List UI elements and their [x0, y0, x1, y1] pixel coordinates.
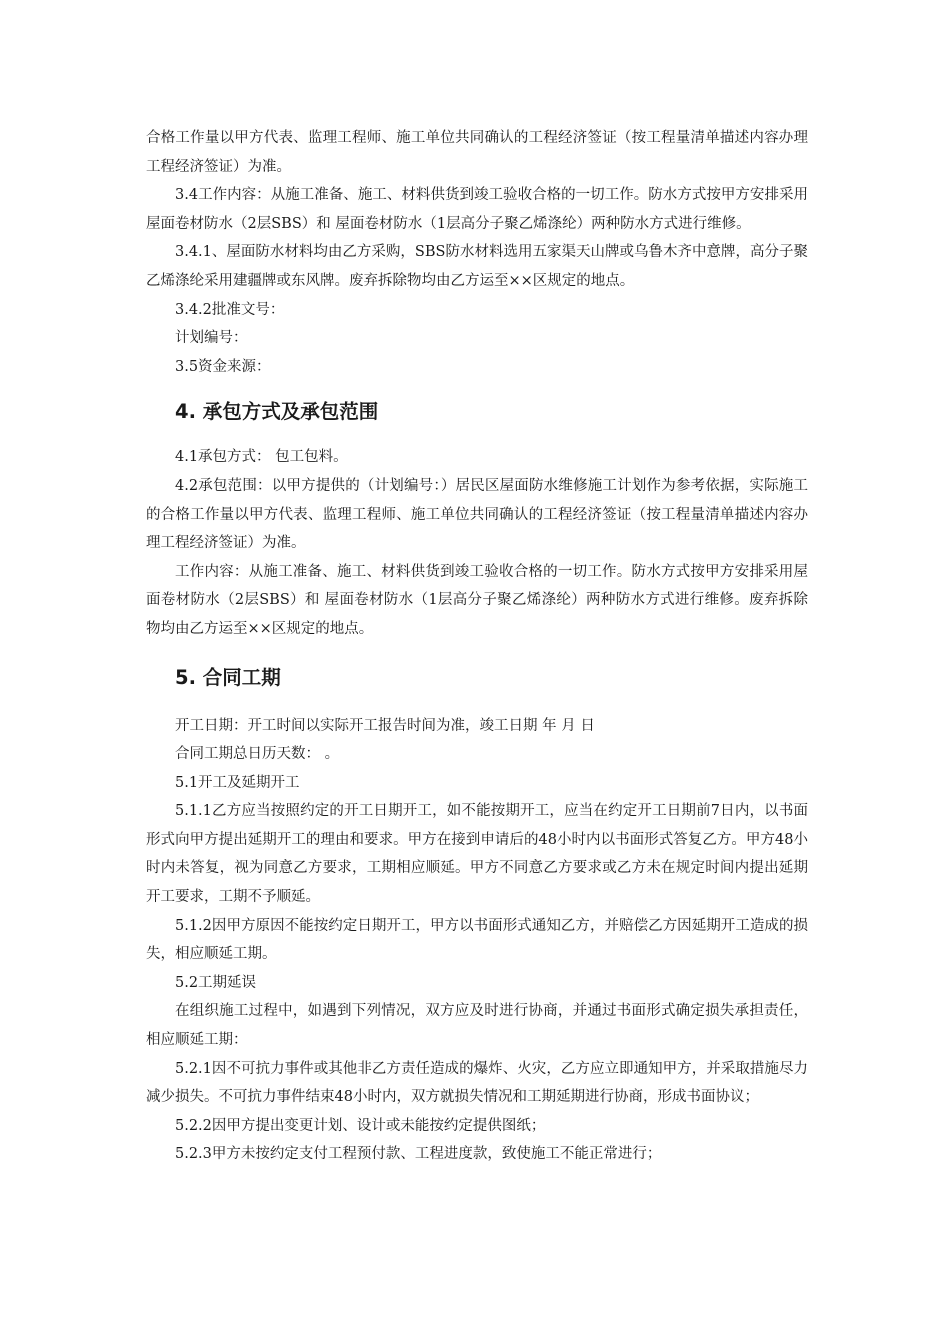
document-page: [146, 124, 808, 1169]
paragraph-5-1-1: 5.1.1乙方应当按照约定的开工日期开工，如不能按期开工，应当在约定开工日期前7日内，以书面形式向甲方提出延期开工的理由和要求。甲方在接到申请后的48小时内以书面形式答复乙方。甲方48小时内未答复，视为同意乙方要求，工期相应顺延。甲方不同意乙方要求或乙方未在规定时间内提出延期开工要求，工期不予顺延。: [146, 803, 808, 906]
paragraph-5-1: 5.1开工及延期开工: [175, 774, 300, 791]
paragraph-5-1-2: 5.1.2因甲方原因不能按约定日期开工，甲方以书面形式通知乙方，并赔偿乙方因延期开工造成的损失，相应顺延工期。: [146, 917, 808, 963]
paragraph-3-4-2: 3.4.2批准文号：: [175, 301, 285, 318]
paragraph-5-2-1: 5.2.1因不可抗力事件或其他非乙方责任造成的爆炸、火灾，乙方应立即通知甲方，并采取措施尽力减少损失。不可抗力事件结束48小时内，双方就损失情况和工期延期进行协商，形成书面协议；: [146, 1060, 808, 1106]
paragraph-3-4: 3.4工作内容：从施工准备、施工、材料供货到竣工验收合格的一切工作。防水方式按甲方安排采用屋面卷材防水（2层SBS）和 屋面卷材防水（1层高分子聚乙烯涤纶）两种防水方式进行维修。: [146, 187, 808, 232]
paragraph-5-2-intro: 在组织施工过程中，如遇到下列情况，双方应及时进行协商，并通过书面形式确定损失承担责任，相应顺延工期：: [146, 1003, 808, 1049]
paragraph-4-1: 4.1承包方式： 包工包料。: [175, 449, 348, 466]
section-heading-5: 5. 合同工期: [175, 665, 281, 689]
paragraph-start-date: 开工日期：开工时间以实际开工报告时间为准，竣工日期 年 月 日: [175, 717, 595, 734]
paragraph-work-content: 工作内容：从施工准备、施工、材料供货到竣工验收合格的一切工作。防水方式按甲方安排采用屋面卷材防水（2层SBS）和 屋面卷材防水（1层高分子聚乙烯涤纶）两种防水方式进行维修。废弃拆除物均由乙方运至××区规定的地点。: [146, 563, 808, 637]
paragraph-3-4-1: 3.4.1、屋面防水材料均由乙方采购，SBS防水材料选用五家渠天山牌或乌鲁木齐中意牌，高分子聚乙烯涤纶采用建疆牌或东风牌。废弃拆除物均由乙方运至××区规定的地点。: [146, 244, 808, 289]
paragraph-4-2: 4.2承包范围：以甲方提供的（计划编号：）居民区屋面防水维修施工计划作为参考依据，实际施工的合格工作量以甲方代表、监理工程师、施工单位共同确认的工程经济签证（按工程量清单描述内容办理工程经济签证）为准。: [146, 477, 808, 552]
paragraph-5-2: 5.2工期延误: [175, 974, 257, 991]
section-heading-4: 4. 承包方式及承包范围: [175, 400, 379, 424]
paragraph-3-5: 3.5资金来源：: [175, 358, 271, 375]
paragraph-plan-number: 计划编号：: [175, 330, 248, 347]
paragraph-settlement-continued: 合格工作量以甲方代表、监理工程师、施工单位共同确认的工程经济签证（按工程量清单描述内容办理工程经济签证）为准。: [146, 130, 808, 175]
paragraph-5-2-2: 5.2.2因甲方提出变更计划、设计或未能按约定提供图纸；: [175, 1117, 546, 1134]
paragraph-5-2-3: 5.2.3甲方未按约定支付工程预付款、工程进度款，致使施工不能正常进行；: [175, 1146, 662, 1163]
paragraph-total-days: 合同工期总日历天数： 。: [175, 746, 340, 763]
